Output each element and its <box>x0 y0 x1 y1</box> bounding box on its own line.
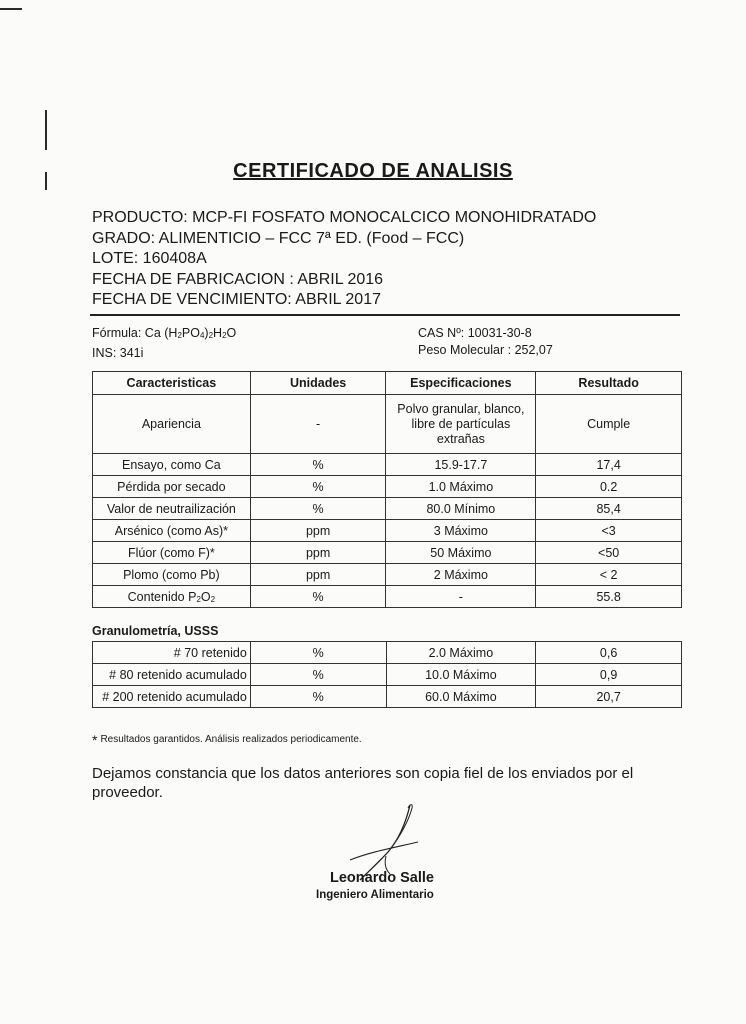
cell-result: 85,4 <box>536 498 682 520</box>
header-unidades: Unidades <box>250 372 386 395</box>
cell-spec: Polvo granular, blanco, libre de partículas extrañas <box>386 395 536 454</box>
cell-characteristic: Valor de neutrailización <box>93 498 251 520</box>
cell-result: <3 <box>536 520 682 542</box>
cell-result: 0,6 <box>536 642 682 664</box>
table-header-row <box>93 372 682 395</box>
cell-characteristic: Flúor (como F)* <box>93 542 251 564</box>
table-row <box>93 564 682 586</box>
signer-title: Ingeniero Alimentario <box>316 889 434 901</box>
cell-characteristic: # 200 retenido acumulado <box>93 686 251 708</box>
table-row <box>93 642 682 664</box>
cell-spec: 60.0 Máximo <box>386 686 536 708</box>
cell-unit: % <box>250 454 386 476</box>
cell-unit: ppm <box>250 564 386 586</box>
cell-result: 0,9 <box>536 664 682 686</box>
expiry-date-line: FECHA DE VENCIMIENTO: ABRIL 2017 <box>92 291 381 308</box>
signer-name: Leonardo Salle <box>330 870 434 886</box>
cell-result: 17,4 <box>536 454 682 476</box>
table-row <box>93 395 682 454</box>
cell-spec: 80.0 Mínimo <box>386 498 536 520</box>
page-title: CERTIFICADO DE ANALISIS <box>233 160 513 182</box>
cell-characteristic: # 70 retenido <box>93 642 251 664</box>
table-row <box>93 498 682 520</box>
cell-unit: % <box>250 476 386 498</box>
header-caracteristicas: Caracteristicas <box>93 372 251 395</box>
cell-unit: - <box>250 395 386 454</box>
scan-edge-mark <box>45 110 47 150</box>
cell-spec: 15.9-17.7 <box>386 454 536 476</box>
table-row <box>93 664 682 686</box>
cell-characteristic: Arsénico (como As)* <box>93 520 251 542</box>
cell-unit: % <box>250 686 386 708</box>
cell-unit: % <box>250 642 386 664</box>
cell-unit: % <box>250 586 386 608</box>
cell-characteristic: Ensayo, como Ca <box>93 454 251 476</box>
cell-characteristic: Contenido $P_2O_2$ <box>93 586 251 608</box>
cell-characteristic: Plomo (como Pb) <box>93 564 251 586</box>
grade-line: GRADO: ALIMENTICIO – FCC 7ª ED. (Food – FCC) <box>92 229 465 247</box>
cas-number: CAS Nº: 10031-30-8 <box>418 326 532 340</box>
cas-block <box>418 325 553 358</box>
scan-edge-mark <box>0 8 22 10</box>
cell-result: Cumple <box>536 395 682 454</box>
cell-spec: 50 Máximo <box>386 542 536 564</box>
header-especificaciones: Especificaciones <box>386 372 536 395</box>
table-row <box>93 520 682 542</box>
table-row <box>93 586 682 608</box>
manufacture-date-line: FECHA DE FABRICACION : ABRIL 2016 <box>92 270 384 288</box>
table-row <box>93 454 682 476</box>
table-row <box>93 686 682 708</box>
footnote-text: Resultados garantidos. Análisis realizados periodicamente. <box>100 734 362 745</box>
cell-unit: % <box>250 498 386 520</box>
footnote <box>92 732 362 748</box>
statement-text: Dejamos constancia que los datos anteriores son copia fiel de los enviados por el proveedor. <box>92 765 634 801</box>
cell-characteristic: Pérdida por secado <box>93 476 251 498</box>
cell-result: 0.2 <box>536 476 682 498</box>
cell-characteristic: # 80 retenido acumulado <box>93 664 251 686</box>
cell-unit: ppm <box>250 520 386 542</box>
product-line: PRODUCTO: MCP-FI FOSFATO MONOCALCICO MONOHIDRATADO <box>92 209 597 226</box>
table-row <box>93 542 682 564</box>
table-row <box>93 476 682 498</box>
cell-spec: 10.0 Máximo <box>386 664 536 686</box>
footnote-star: * <box>92 732 98 748</box>
cell-spec: - <box>386 586 536 608</box>
cell-result: 20,7 <box>536 686 682 708</box>
cell-result: <50 <box>536 542 682 564</box>
header-resultado: Resultado <box>536 372 682 395</box>
lot-line: LOTE: 160408A <box>92 250 207 267</box>
cell-result: 55.8 <box>536 586 682 608</box>
formula-block <box>92 325 236 361</box>
cell-unit: % <box>250 664 386 686</box>
granulometry-title: Granulometría, USSS <box>92 624 219 638</box>
granulometry-table <box>92 641 682 708</box>
molecular-weight: Peso Molecular : 252,07 <box>418 342 553 357</box>
cell-characteristic: Apariencia <box>93 395 251 454</box>
ins-code: INS: 341i <box>92 345 144 360</box>
cell-result: < 2 <box>536 564 682 586</box>
analysis-table <box>92 371 682 608</box>
cell-spec: 2.0 Máximo <box>386 642 536 664</box>
formula: Fórmula: Ca $(H_2PO_4)_2H_2O$ <box>92 326 237 340</box>
cell-spec: 3 Máximo <box>386 520 536 542</box>
cell-unit: ppm <box>250 542 386 564</box>
divider <box>90 314 680 316</box>
cell-spec: 1.0 Máximo <box>386 476 536 498</box>
product-info <box>92 208 596 311</box>
cell-spec: 2 Máximo <box>386 564 536 586</box>
